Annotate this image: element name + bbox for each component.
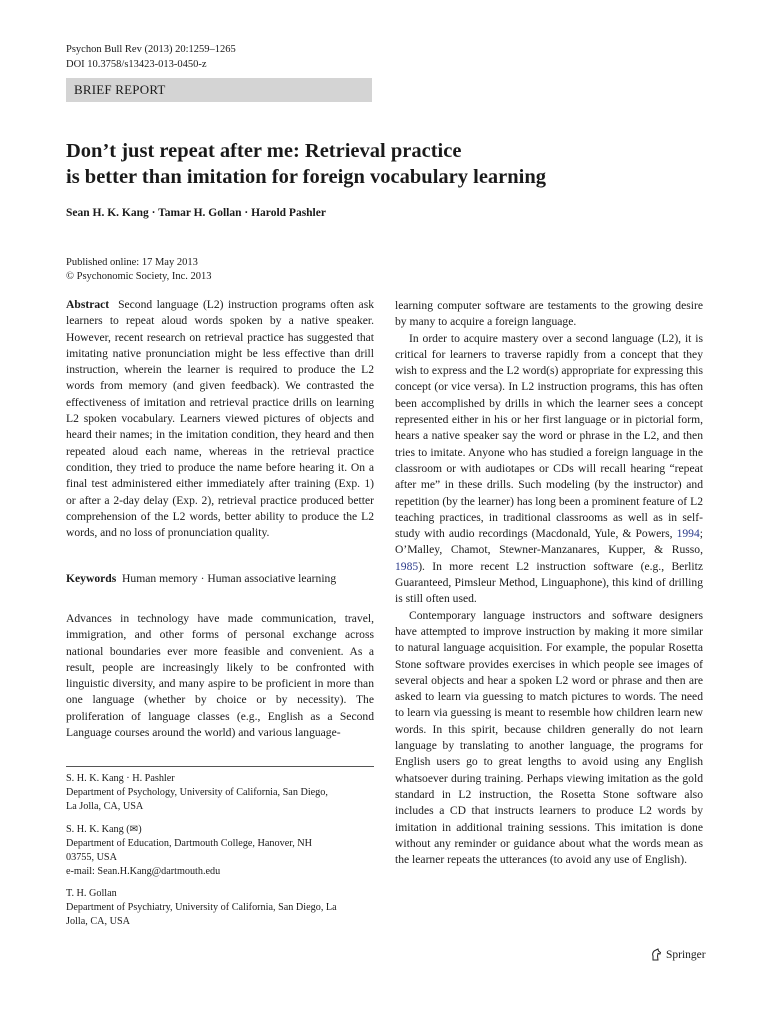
email-link[interactable]: e-mail: Sean.H.Kang@dartmouth.edu bbox=[66, 866, 221, 877]
citation-link-1994[interactable]: 1994 bbox=[676, 527, 700, 541]
article-type-banner: BRIEF REPORT bbox=[66, 78, 372, 102]
affiliation-3 bbox=[66, 887, 374, 929]
footnote-divider bbox=[66, 766, 374, 767]
springer-horse-icon bbox=[650, 948, 663, 961]
publisher-name: Springer bbox=[666, 948, 706, 961]
affiliation-line: Department of Education, Dartmouth College, Hanover, NH bbox=[66, 838, 313, 849]
journal-reference bbox=[66, 42, 236, 72]
title-line-1: Don’t just repeat after me: Retrieval practice bbox=[66, 140, 462, 162]
publisher-logo bbox=[650, 948, 706, 961]
abstract-text: Second language (L2) instruction programs often ask learners to repeat aloud words spoken by a native speaker. However, recent research on retrieval practice has suggested that imitating native pronunciation might be less effective than drill instruction, wherein the learner is required to produce the L2 words from memory (and given feedback). We contrasted the effectiveness of imitation and retrieval practice drills on learning L2 spoken vocabulary. Learners viewed pictures of objects and heard their names; in the imitation condition, they heard and then repeated aloud each name, whereas in the retrieval practice condition, they tried to produce the name before hearing it. On a final test administered either immediately after training (Exp. 1) or after a 2-day delay (Exp. 2), retrieval practice produced better comprehension of the L2 words, better ability to produce the L2 words, and no loss of pronunciation quality. bbox=[66, 298, 375, 540]
intro-paragraph-left bbox=[66, 611, 374, 741]
affiliation-line: Department of Psychiatry, University of California, San Diego, La bbox=[66, 902, 337, 913]
copyright: © Psychonomic Society, Inc. 2013 bbox=[66, 271, 212, 282]
affiliation-line: Jolla, CA, USA bbox=[66, 916, 130, 927]
affiliation-names: T. H. Gollan bbox=[66, 888, 117, 899]
affiliation-2 bbox=[66, 823, 374, 879]
publication-info bbox=[66, 256, 212, 284]
affiliation-line: La Jolla, CA, USA bbox=[66, 801, 144, 812]
affiliation-names: S. H. K. Kang (✉) bbox=[66, 824, 142, 835]
keywords-section bbox=[66, 571, 374, 587]
paragraph-2-text: ). In more recent L2 instruction software (e.g., Berlitz Guaranteed, Pimsleur Method, Linguaphone), this kind of drilling is still often used. bbox=[395, 559, 703, 606]
published-date: Published online: 17 May 2013 bbox=[66, 257, 198, 268]
citation-link-1985[interactable]: 1985 bbox=[395, 559, 419, 573]
affiliation-line: Department of Psychology, University of California, San Diego, bbox=[66, 787, 328, 798]
doi[interactable]: DOI 10.3758/s13423-013-0450-z bbox=[66, 59, 207, 70]
paragraph-2-text: In order to acquire mastery over a second language (L2), it is critical for learners to traverse rapidly from a concept that they wish to express and the L2 word(s) appropriate for expressing this concept (or vice versa). In L2 instruction programs, this has often been accomplished by drills in which the learner sees a concept represented either in his or her first language or in pictorial form, hears a native speaker say the word or phrase in the L2, and then tries to imitate. Anyone who has studied a foreign language in the classroom or with audiotapes or CDs will recall hearing “repeat after me” in these drills. Such modeling (by the instructor) and repetition (by the learner) has long been a prominent feature of L2 teaching practices, in traditional classrooms as well as in self-study with audio recordings (Macdonald, Yule, & Powers, bbox=[395, 331, 703, 541]
article-title bbox=[66, 138, 706, 190]
intro-text: Advances in technology have made communication, travel, immigration, and other forms of personal exchange across national boundaries ever more feasible and convenient. As a result, people are increasingly likely to be confronted with linguistic diversity, and many aspire to be proficient in more than one language (whether by choice or by necessity). The proliferation of language classes (e.g., English as a Second Language courses around the world) and various language- bbox=[66, 612, 374, 740]
title-line-2: is better than imitation for foreign vocabulary learning bbox=[66, 166, 547, 188]
affiliation-names: S. H. K. Kang · H. Pashler bbox=[66, 773, 175, 784]
author-list: Sean H. K. Kang · Tamar H. Gollan · Harold Pashler bbox=[66, 207, 326, 219]
abstract-label: Abstract bbox=[66, 298, 110, 311]
affiliation-1 bbox=[66, 772, 374, 814]
abstract-section bbox=[66, 297, 374, 541]
paragraph-2 bbox=[395, 331, 703, 608]
affiliation-line: 03755, USA bbox=[66, 852, 117, 863]
body-right-column bbox=[395, 298, 703, 868]
keywords-label: Keywords bbox=[66, 572, 117, 585]
keywords-text: Human memory · Human associative learning bbox=[122, 572, 337, 585]
paragraph-1: learning computer software are testaments to the growing desire by many to acquire a foreign language. bbox=[395, 299, 703, 329]
paragraph-3: Contemporary language instructors and software designers have attempted to improve instruction by making it more similar to natural language acquisition. For example, the popular Rosetta Stone software provides exercises in which people see images of several objects and hear a spoken L2 word or phrase and then are asked to learn via guessing to match pictures to words. The need to learn via guessing is meant to resemble how children learn new words. In this spirit, because children generally do not learn language by translating to another language, the programs for English users go to great lengths to avoid using any English whatsoever during training. Perhaps viewing imitation as the gold standard in L2 instruction, the Rosetta Stone software also includes a CD that instructs learners to produce L2 words by imitation in additional training sessions. This imitation is done without any reminder or guidance about what the words mean as the learner repeats the utterances (to avoid any use of English). bbox=[395, 608, 703, 867]
paragraph-2-text: ; O’Malley, Chamot, Stewner-Manzanares, Kupper, & Russo, bbox=[395, 527, 703, 557]
journal-citation: Psychon Bull Rev (2013) 20:1259–1265 bbox=[66, 44, 236, 55]
